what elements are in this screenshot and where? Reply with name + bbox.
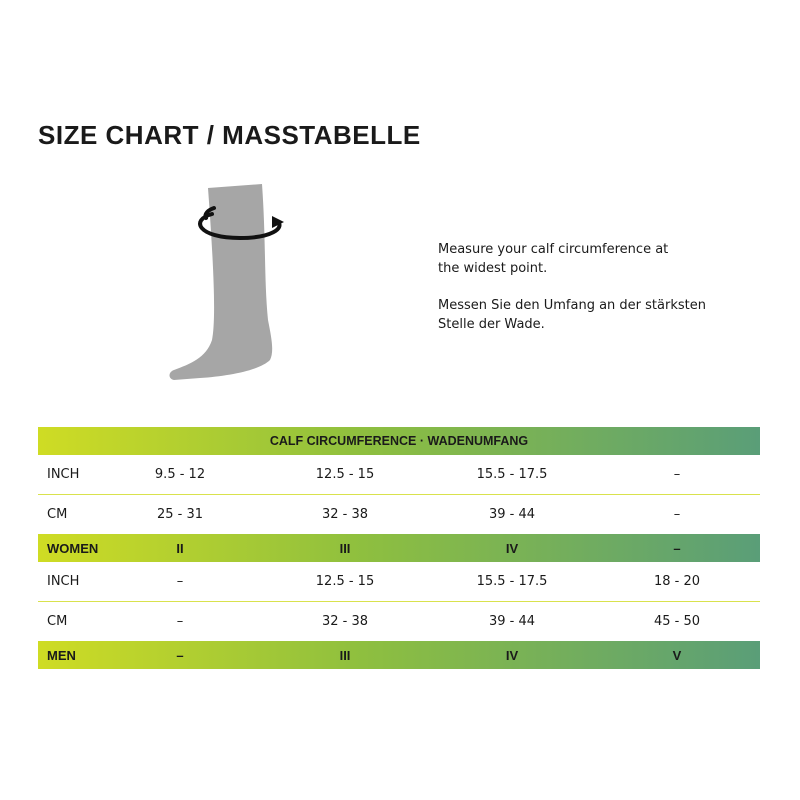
men-size-row	[38, 641, 760, 669]
table-cell: 32 - 38	[321, 507, 369, 522]
instructions-en	[438, 240, 738, 278]
table-row-men-inch	[38, 562, 760, 602]
women-size-row	[38, 534, 760, 562]
size-cell: V	[672, 647, 682, 663]
instructions-de-line1: Messen Sie den Umfang an der stärksten	[438, 298, 706, 313]
size-cell: –	[673, 540, 681, 556]
table-cell: 9.5 - 12	[154, 467, 206, 482]
instructions-de	[438, 296, 738, 334]
page-title: SIZE CHART / MASSTABELLE	[38, 120, 421, 150]
row-label: INCH	[47, 467, 80, 482]
table-row-women-cm	[38, 495, 760, 534]
size-cell: III	[339, 540, 351, 556]
table-cell: –	[176, 614, 184, 629]
size-table	[38, 427, 760, 669]
table-cell: –	[673, 507, 681, 522]
women-label: WOMEN	[47, 540, 99, 556]
table-cell: 15.5 - 17.5	[476, 467, 548, 482]
instructions-en-line2: the widest point.	[438, 261, 548, 276]
men-label: MEN	[47, 647, 76, 663]
instructions-de-line2: Stelle der Wade.	[438, 317, 545, 332]
table-header-text: CALF CIRCUMFERENCE · WADENUMFANG	[269, 434, 529, 448]
table-row-men-cm	[38, 602, 760, 641]
table-cell: 39 - 44	[488, 507, 536, 522]
table-cell: 45 - 50	[653, 614, 701, 629]
table-cell: 15.5 - 17.5	[476, 574, 548, 589]
size-cell: –	[176, 647, 184, 663]
size-cell: IV	[505, 647, 519, 663]
table-cell: 12.5 - 15	[315, 574, 375, 589]
sock-shape	[170, 184, 273, 380]
instructions-en-line1: Measure your calf circumference at	[438, 242, 669, 257]
sock-illustration	[160, 180, 300, 390]
size-cell: III	[339, 647, 351, 663]
size-cell: IV	[505, 540, 519, 556]
table-cell: 12.5 - 15	[315, 467, 375, 482]
table-row-women-inch	[38, 455, 760, 495]
measure-instructions	[438, 240, 738, 352]
table-cell: 32 - 38	[321, 614, 369, 629]
table-cell: 18 - 20	[653, 574, 701, 589]
table-cell: –	[176, 574, 184, 589]
table-cell: 25 - 31	[156, 507, 204, 522]
row-label: CM	[47, 507, 68, 522]
row-label: INCH	[47, 574, 80, 589]
table-cell: 39 - 44	[488, 614, 536, 629]
table-cell: –	[673, 467, 681, 482]
size-cell: II	[176, 540, 184, 556]
table-header	[38, 427, 760, 455]
row-label: CM	[47, 614, 68, 629]
